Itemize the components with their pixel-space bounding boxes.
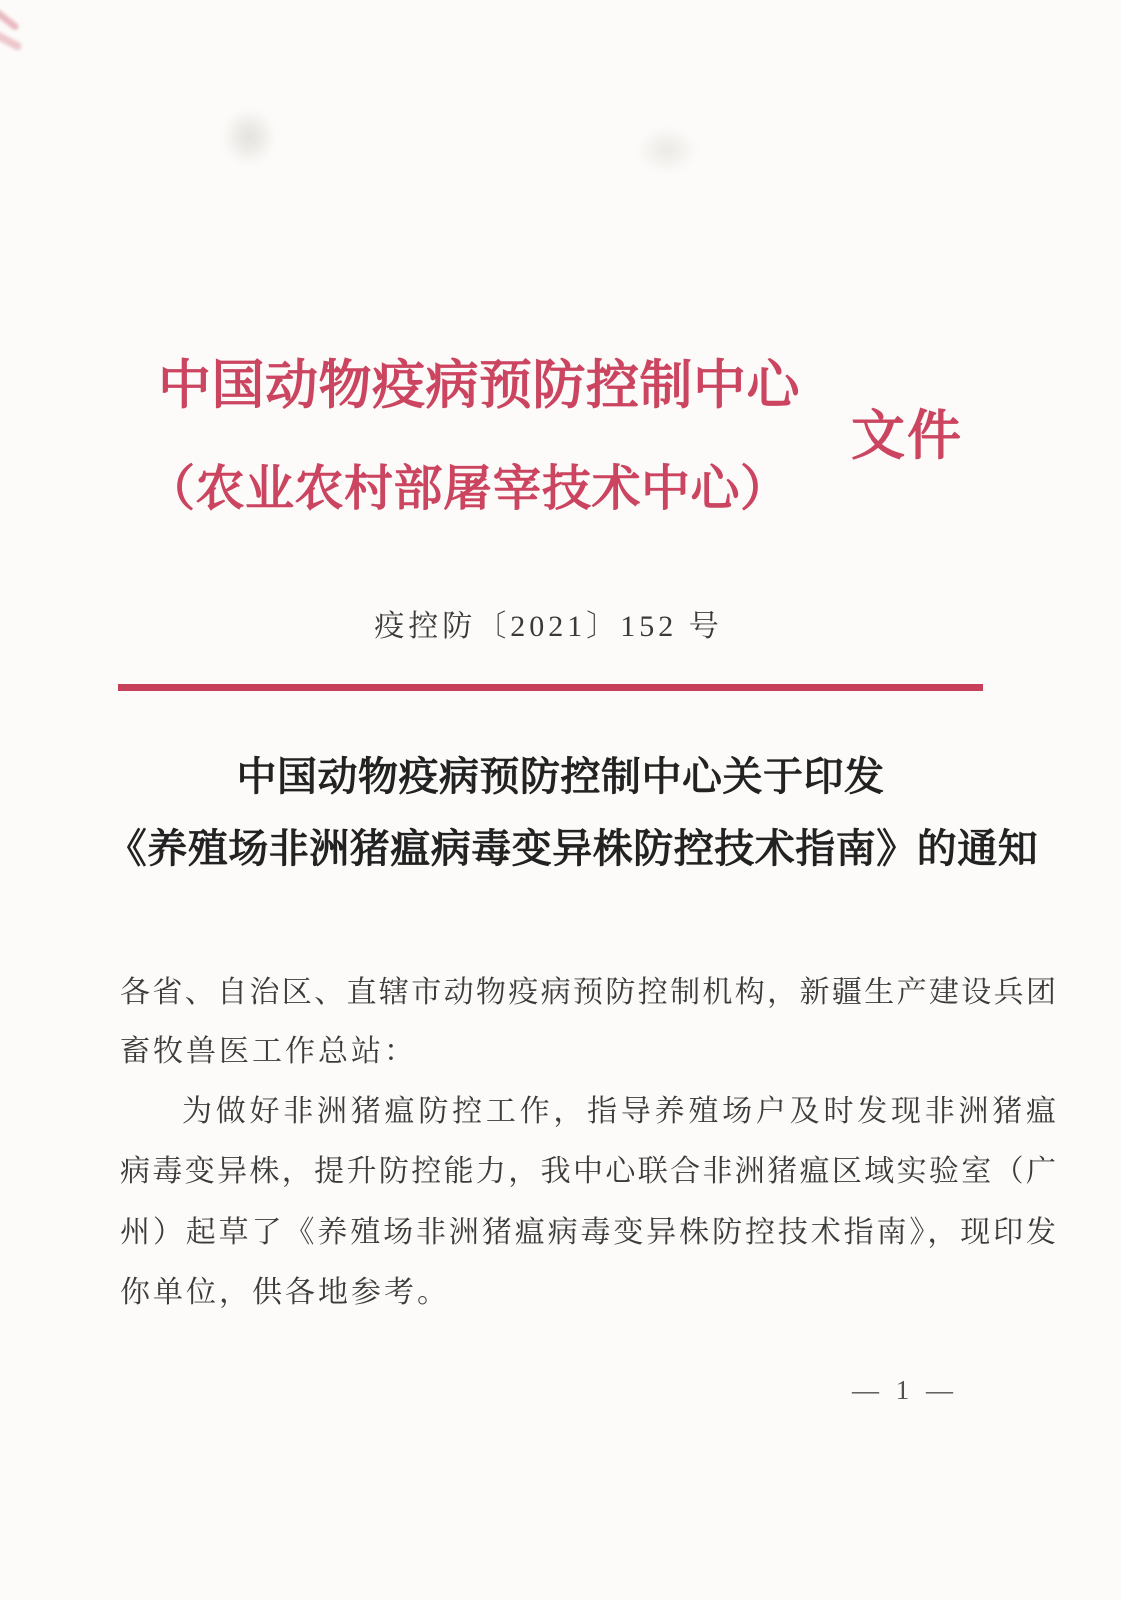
document-title-line2: 《养殖场非洲猪瘟病毒变异株防控技术指南》的通知 — [106, 827, 1039, 871]
page-number: — 1 — — [852, 1375, 958, 1405]
scan-corner-mark — [0, 28, 23, 51]
reference-number: 疫控防〔2021〕152 号 — [374, 610, 723, 643]
document-type-label: 文件 — [851, 406, 963, 466]
body-text-line: 病毒变异株，提升防控能力，我中心联合非洲猪瘟区域实验室（广 — [120, 1155, 1056, 1188]
issuer-name-line1: 中国动物疫病预防控制中心 — [158, 357, 800, 415]
body-text-line: 为做好非洲猪瘟防控工作，指导养殖场户及时发现非洲猪瘟 — [182, 1095, 1056, 1128]
letterhead-divider-rule — [118, 684, 983, 691]
salutation-line: 畜牧兽医工作总站： — [120, 1035, 417, 1068]
issuer-name-line2: （农业农村部屠宰技术中心） — [146, 461, 790, 516]
body-text-line: 你单位，供各地参考。 — [120, 1276, 450, 1309]
body-text-line: 州）起草了《养殖场非洲猪瘟病毒变异株防控技术指南》，现印发 — [120, 1216, 1056, 1249]
scan-corner-mark — [0, 8, 20, 32]
document-title-line1: 中国动物疫病预防控制中心关于印发 — [236, 755, 885, 799]
salutation-line: 各省、自治区、直辖市动物疫病预防控制机构，新疆生产建设兵团 — [120, 976, 1056, 1009]
scan-smudge — [222, 108, 276, 166]
scan-smudge — [636, 126, 698, 174]
